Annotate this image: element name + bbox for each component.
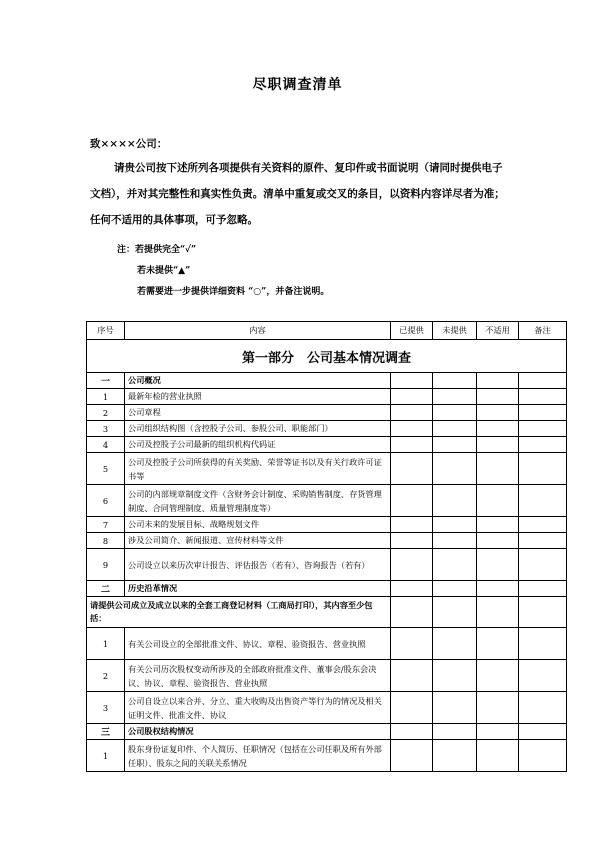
table-row: 2 有关公司历次股权变动所涉及的全部政府批准文件、董事会/股东会决议、协议、章程、验资报告、营业执照 (87, 660, 567, 692)
table-row: 3 公司自设立以来合并、分立、重大收购及出售资产等行为的情况及相关证明文件、批准文件、协议 (87, 692, 567, 724)
table-row: 9 公司设立以来历次审计报告、评估报告（若有）、咨询报告（若有） (87, 549, 567, 581)
table-row: 4 公司及控股子公司最新的组织机构代码证 (87, 437, 567, 453)
header-content: 内容 (125, 322, 391, 340)
part-title: 第一部分 公司基本情况调查 (87, 340, 567, 373)
intro-paragraph: 请贵公司按下述所列各项提供有关资料的原件、复印件或书面说明（请同时提供电子文档），并对其完整性和真实性负责。清单中重复或交叉的条目，以资料内容详尽者为准；任何不适用的具体事项，可予忽略。 (90, 162, 505, 226)
header-not-applicable: 不适用 (477, 322, 519, 340)
notes (117, 240, 329, 303)
table-row: 3 公司组织结构图（含控股子公司、参股公司、职能部门） (87, 421, 567, 437)
section-row: 二 历史沿革情况 (87, 581, 567, 597)
table-row: 8 涉及公司简介、新闻报道、宣传材料等文件 (87, 533, 567, 549)
header-no: 序号 (87, 322, 125, 340)
note-line-2: 若未提供“▲” (137, 266, 191, 276)
header-remarks: 备注 (519, 322, 567, 340)
header-provided: 已提供 (391, 322, 433, 340)
page-title: 尽职调查清单 (252, 77, 343, 93)
section-row: 一 公司概况 (87, 373, 567, 389)
table-row: 7 公司未来的发展目标、战略规划文件 (87, 517, 567, 533)
note-line-3: 若需要进一步提供详细资料 “○”，并备注说明。 (137, 287, 330, 297)
table-header-row (87, 322, 567, 340)
table-row: 2 公司章程 (87, 405, 567, 421)
section-row: 三 公司股权结构情况 (87, 724, 567, 740)
table-row: 5 公司及控股子公司所获得的有关奖励、荣誉等证书以及有关行政许可证书等 (87, 453, 567, 485)
table-row: 1 股东身份证复印件、个人简历、任职情况（包括在公司任职及所有外部任职）、股东之间的关联关系情况 (87, 740, 567, 772)
header-not-provided: 未提供 (433, 322, 477, 340)
note-line-1: 注：若提供完全“✓” (117, 245, 197, 255)
table-row: 1 最新年检的营业执照 (87, 389, 567, 405)
table-row: 1 有关公司设立的全部批准文件、协议、章程、验资报告、营业执照 (87, 628, 567, 660)
table-row: 6 公司的内部规章制度文件（含财务会计制度、采购销售制度、存货管理制度、合同管理制度、质量管理制度等） (87, 485, 567, 517)
salutation: 致××××公司： (90, 138, 168, 150)
checklist-table (86, 321, 567, 772)
check-icon: ✓ (185, 245, 191, 255)
section-note-row: 请提供公司成立及成立以来的全套工商登记材料（工商局打印），其内容至少包括： (87, 597, 567, 628)
